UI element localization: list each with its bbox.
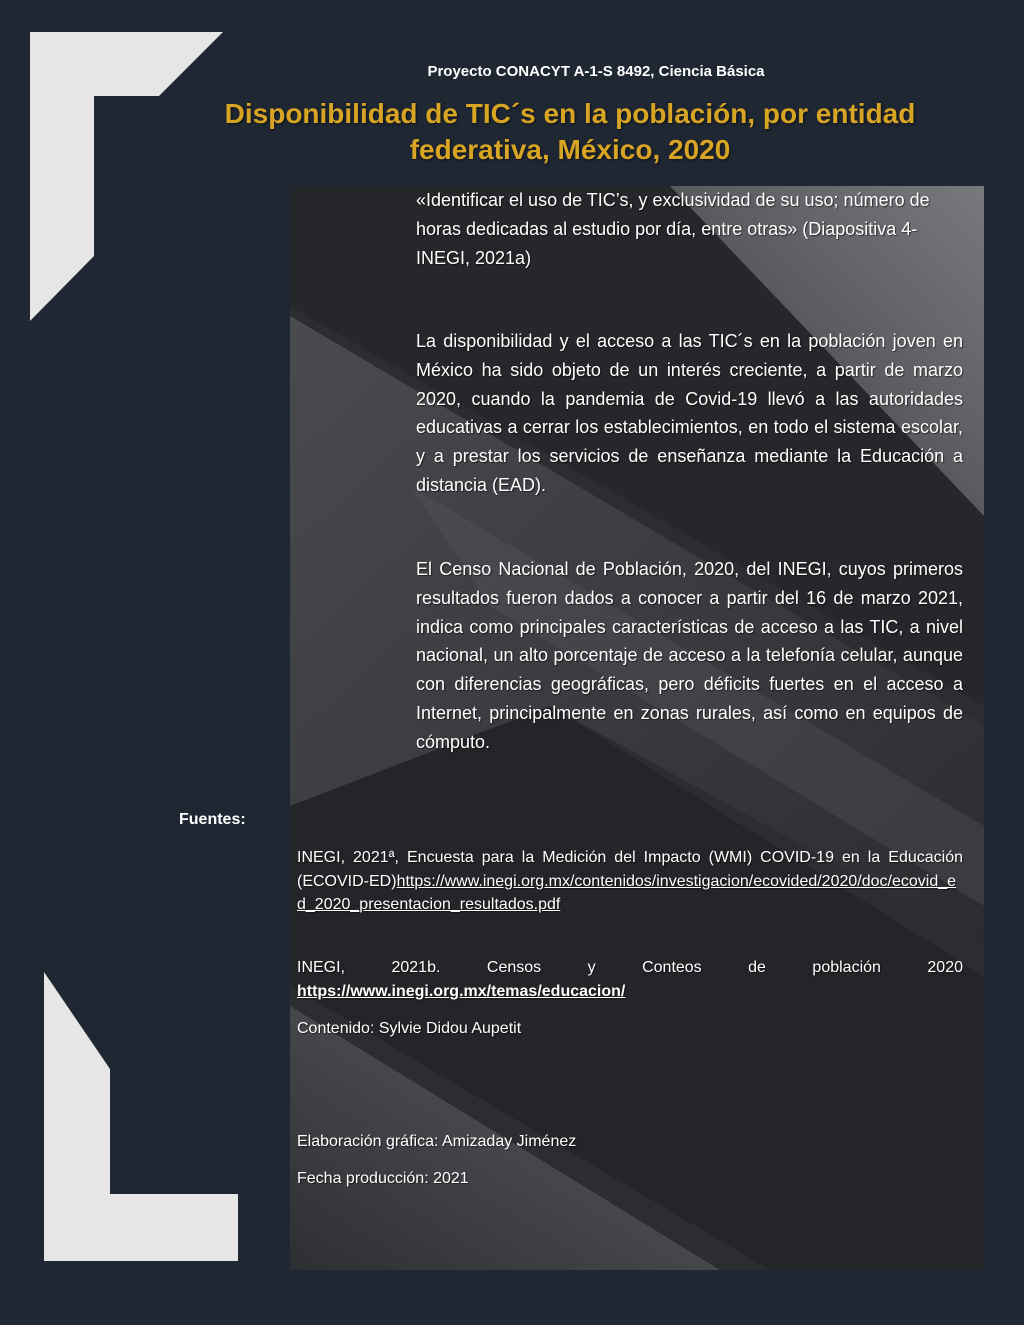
credit-graphic-design: Elaboración gráfica: Amizaday Jiménez [297, 1133, 577, 1150]
corner-bracket-top-left [30, 32, 224, 322]
source-item-ecovid [297, 846, 963, 917]
corner-bracket-bottom-left [44, 972, 239, 1262]
body-paragraph-availability: La disponibilidad y el acceso a las TIC´s en la población joven en México ha sido objeto de un interés creciente, a partir de marzo 2020, cuando la pandemia de Covid-19 llevó a las autoridades educativas a cerrar los establecimientos, en todo el sistema escolar, y a prestar los servicios de enseñanza mediante la Educación a distancia (EAD). [416, 331, 963, 495]
source-item-census-url [297, 980, 963, 1004]
body-paragraph-census: El Censo Nacional de Población, 2020, del INEGI, cuyos primeros resultados fueron dados a conocer a partir del 16 de marzo 2021, indica como principales características de acceso a las TIC, a nivel nacional, un alto porcentaje de acceso a la telefonía celular, aunque con diferencias geográficas, pero déficits fuertes en el acceso a Internet, principalmente en zonas rurales, así como en equipos de cómputo. [416, 559, 963, 752]
credit-content: Contenido: Sylvie Didou Aupetit [297, 1020, 522, 1037]
project-line: Proyecto CONACYT A-1-S 8492, Ciencia Básica [427, 63, 765, 80]
source-link-ecovid[interactable]: https://www.inegi.org.mx/contenidos/investigacion/ecovided/2020/doc/ecovid_ed_2020_presentacion_resultados.pdf [297, 872, 957, 913]
source-item-census: INEGI, 2021b. Censos y Conteos de población 2020 [297, 959, 963, 976]
production-date: Fecha producción: 2021 [297, 1170, 469, 1187]
sources-heading: Fuentes: [179, 811, 246, 828]
source-citation-text: INEGI, 2021ª, Encuesta para la Medición del Impacto (WMI) COVID-19 en la Educación (ECOVID-ED) [297, 849, 963, 890]
source-link-education[interactable]: https://www.inegi.org.mx/temas/educacion/ [297, 983, 626, 1000]
intro-quote: «Identificar el uso de TIC’s, y exclusividad de su uso; número de horas dedicadas al estudio por día, entre otras» (Diapositiva 4-INEGI, 2021a) [416, 190, 930, 268]
page-title: Disponibilidad de TIC´s en la población, por entidad federativa, México, 2020 [224, 98, 916, 165]
